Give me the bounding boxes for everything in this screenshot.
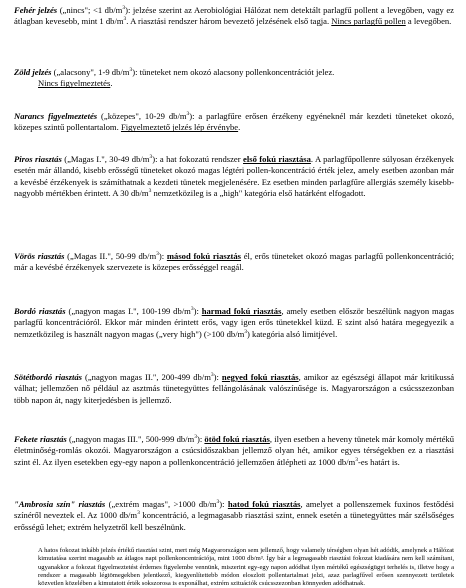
term: "Ambrosia szín" riasztás: [14, 499, 106, 509]
term: Zöld jelzés: [14, 67, 52, 77]
entry-fekete: Fekete riasztás („nagyon magas III.", 500-999 $db/m^3$): ötöd fokú riasztás, ilyen esetben a heveny tünetek már komoly mértékű életminőség-romlás okozói. Magyarországon a csúcsidőszakban jellemző olyan hét, amikor egyes térségekben ez a riasztási szint él. Az ilyen esetekben egy-egy napon a pollenkoncentráció jellemzően átlépheti az 1000 $db/m^3-es$ határt is.: [14, 434, 454, 467]
term: Bordó riasztás: [14, 306, 66, 316]
entry-sotetbordo: Sötétbordó riasztás („nagyon magas II.", 200-499 $db/m^3$): negyed fokú riasztás, amikor az egészségi állapot már kritikussá válhat; jellemzően nő például az asztmás tünetegyüttes fellángolásának valószínűsége is. Magyarországon a csúcsszezonban több napon át, nagy kiterjedésben is jellemző.: [14, 372, 455, 405]
term: Fekete riasztás: [14, 434, 67, 444]
entry-narancs: Narancs figyelmeztetés („közepes", 10-29 $db/m^3$): a parlagfűre erősen érzékeny egyéneknél már kezdeti tüneteket okozó, közepes szintű pollentartalom. Figyelmeztető jelzés lép érvénybe.: [14, 111, 455, 133]
term: Narancs figyelmeztetés: [14, 111, 98, 121]
entry-voros: Vörös riasztás („Magas II.", 50-99 $db/m^3$): másod fokú riasztás él, erős tüneteket okozó magas parlagfű pollenkoncentráció; már a kevésbé érzékenyek szervezete is közepes erősséggel reagál.: [14, 251, 454, 273]
entry-feher: Fehér jelzés („nincs"; <1 $db/m^3$): jelzése szerint az Aerobiológiai Hálózat nem detektált parlagfű pollent a levegőben, vagy ez átlagban kevesebb, mint 1 $db/m^3$. A riasztási rendszer három bevezető jelzésének első tagja. Nincs parlagfű pollen a levegőben.: [14, 5, 454, 27]
entry-piros: Piros riasztás („Magas I.", 30-49 $db/m^3$): a hat fokozatú rendszer első fokú riasztása. A parlagfűpollenre súlyosan érzékenyek esetén már állandó, kisebb erősségű tüneteket okozó magas légtéri pollen-koncentráció érték jelez, amely esetben azonban már a kevésbé érzékenyek is számíthatnak a kezdeti tünetek megjelenésére. Ez esetben minden parlagfűre allergiás személy kisebb-nagyobb mértékben érintett. A 30 $db/m^3$ nemzetközileg is a „high" kategória első határként elfogadott.: [14, 154, 454, 199]
term: Piros riasztás: [14, 154, 62, 164]
term: Fehér jelzés: [14, 5, 58, 15]
term: Vörös riasztás: [14, 251, 65, 261]
term: Sötétbordó riasztás: [14, 372, 82, 382]
footnote: A hatos fokozat inkább jelzés értékű riasztási szint, mert még Magyarországon sem jellemző, hogy valamely térségben olyan hét adódik, amelynek a Hálózat kimutatása szerint magasabb az átlagos napi pollenkoncentrációja, mint 1000 db/m³. Így bár a legmagasabb riasztási fokozat kiadására nem kell számítani, ugyanakkor a fokozat figyelmeztetést érdemes figyelembe vennünk, miszerint egy-egy napon adódhat ilyen mértékű egészségügyi terhelés is, illetve hogy a rendszer a magasabb légtömegekben jelentkező, kiegyenlítettebb módon eloszlott pollentartalmat jelzi, azaz parlagfűvel erősen szennyezett területek közvetlen közelében a kimutatott érték sokszorosa is exponálhat, extrém szituációk csúcsszezonban könnyeden adódhatnak.: [38, 547, 454, 588]
entry-zold: Zöld jelzés („alacsony", 1-9 $db/m^3$): tüneteket nem okozó alacsony pollenkoncentrációt jelez. Nincs figyelmeztetés.: [14, 67, 335, 89]
entry-bordo: Bordó riasztás („nagyon magas I.", 100-199 $db/m^3$): harmad fokú riasztás, amely esetben először beszélünk nagyon magas parlagfű koncentrációról. Ekkor már minden érintett erős, vagy igen erős tünetekkel küzd. E szint alsó határa megegyezik a nemzetközileg is használt nagyon magas („very high") (>100 $db/m^3$) kategória alsó limitjével.: [14, 306, 454, 339]
entry-ambrosia: "Ambrosia szín" riasztás („extrém magas", >1000 $db/m^3$): hatod fokú riasztás, amelyet a pollenszemek fuxinos festődési színéről neveztek el. Az 1000 $db/m^3$ koncentráció, a legmagasabb riasztási szint, ennek esetén a tünetegyüttes már szélsőséges erősségű lehet; extrém helyzetről kell beszélnünk.: [14, 499, 454, 532]
